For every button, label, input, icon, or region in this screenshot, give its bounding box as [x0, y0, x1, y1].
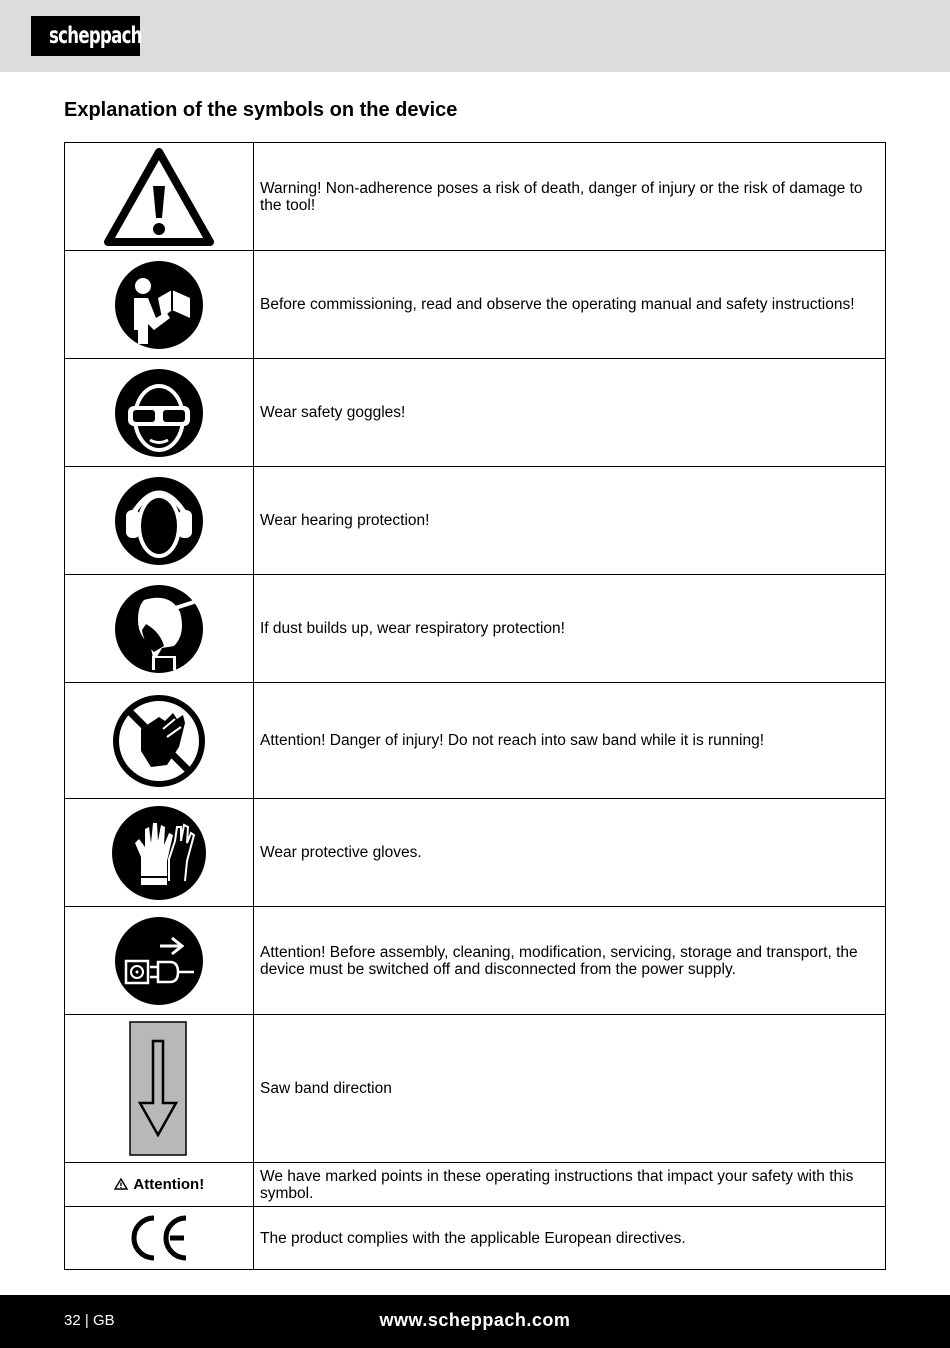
read-manual-icon: [114, 260, 204, 350]
table-row: [65, 251, 886, 359]
footer-bar: [0, 1295, 950, 1348]
hearing-protection-icon: [114, 476, 204, 566]
symbol-description: If dust builds up, wear respiratory protection!: [260, 620, 565, 637]
symbol-description: Wear hearing protection!: [260, 512, 430, 529]
table-row: [65, 467, 886, 575]
symbol-description: Warning! Non-adherence poses a risk of death, danger of injury or the risk of damage to the tool!: [260, 179, 863, 214]
no-reach-hand-icon: [111, 693, 207, 789]
table-row: [65, 359, 886, 467]
symbol-description: Saw band direction: [260, 1080, 392, 1097]
symbols-table: [64, 142, 886, 1270]
table-row: [65, 143, 886, 251]
symbol-description: Attention! Danger of injury! Do not reach into saw band while it is running!: [260, 732, 765, 749]
protective-gloves-icon: [111, 805, 207, 901]
attention-label: Attention!: [114, 1176, 204, 1193]
symbol-description: The product complies with the applicable European directives.: [260, 1229, 686, 1247]
brand-logo: scheppach: [31, 16, 140, 56]
table-row: [65, 683, 886, 799]
page-title: Explanation of the symbols on the device: [64, 99, 458, 121]
ce-mark-icon: [126, 1214, 192, 1262]
website-link[interactable]: www.scheppach.com: [379, 1310, 571, 1330]
table-row: [65, 1207, 886, 1270]
respiratory-protection-icon: [114, 584, 204, 674]
table-row: [65, 575, 886, 683]
safety-goggles-icon: [114, 368, 204, 458]
symbol-description: Before commissioning, read and observe the operating manual and safety instructions!: [260, 296, 855, 313]
unplug-power-icon: [114, 916, 204, 1006]
warning-small-icon: [114, 1178, 128, 1190]
table-row: [65, 1163, 886, 1207]
symbol-description: Wear safety goggles!: [260, 404, 406, 421]
table-row: [65, 1015, 886, 1163]
header-bar: [0, 0, 950, 72]
saw-band-direction-arrow-icon: [129, 1021, 189, 1157]
page-number: 32 | GB: [64, 1312, 115, 1329]
table-row: [65, 907, 886, 1015]
warning-triangle-icon: [104, 148, 214, 246]
table-row: [65, 799, 886, 907]
symbol-description: Attention! Before assembly, cleaning, modification, servicing, storage and transport, the device must be switched off and disconnected from the power supply.: [260, 943, 858, 978]
symbol-description: We have marked points in these operating instructions that impact your safety with this symbol.: [260, 1167, 854, 1202]
symbol-description: Wear protective gloves.: [260, 844, 422, 861]
